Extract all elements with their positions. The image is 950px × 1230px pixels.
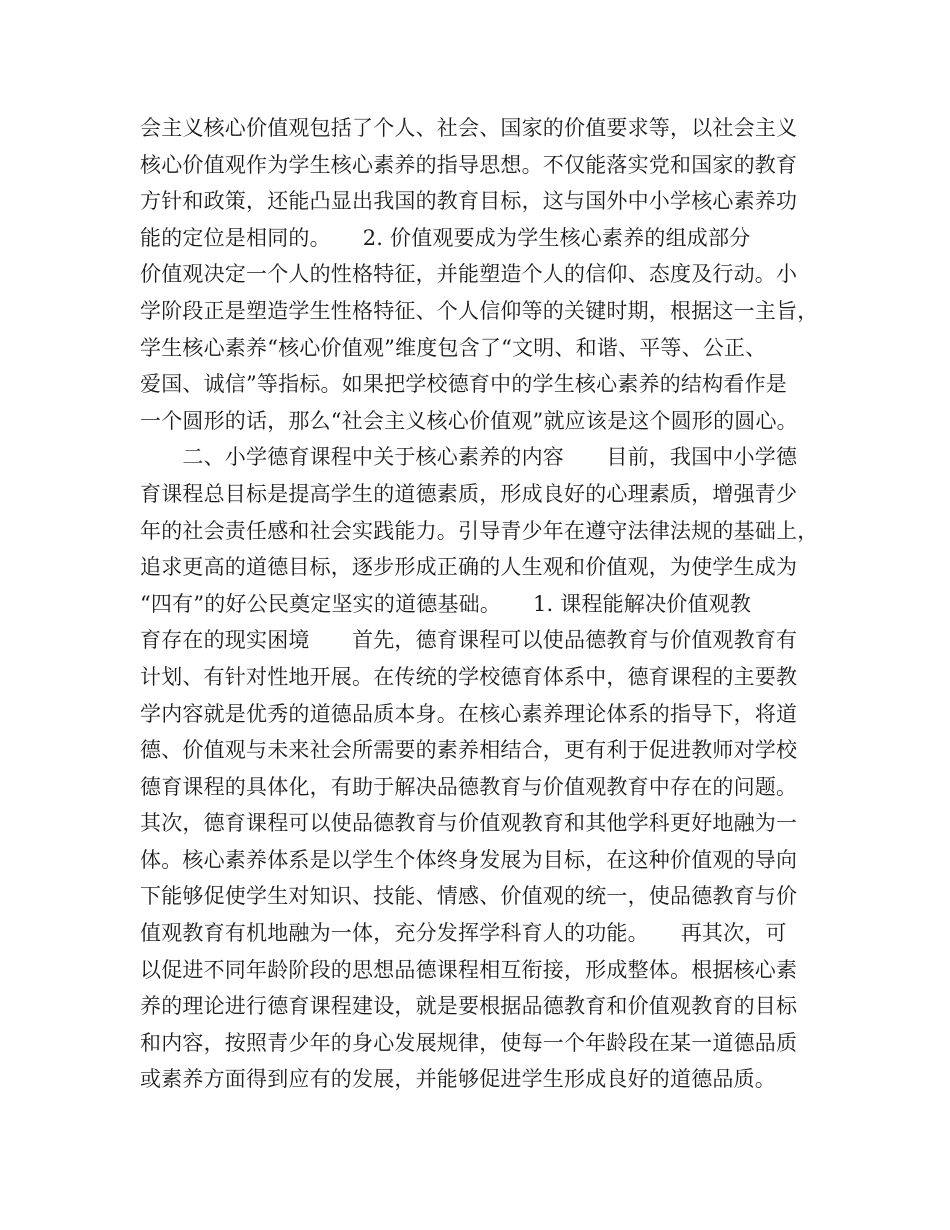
text-line: 以促进不同年龄阶段的思想品德课程相互衔接，形成整体。根据核心素 bbox=[140, 957, 798, 982]
text-line: 年的社会责任感和社会实践能力。引导青少年在遵守法律法规的基础上， bbox=[140, 518, 819, 543]
text-line: 能的定位是相同的。 2. 价值观要成为学生核心素养的组成部分 bbox=[140, 225, 751, 250]
text-line: 计划、有针对性地开展。在传统的学校德育体系中，德育课程的主要教 bbox=[140, 664, 798, 689]
text-line: 值观教育有机地融为一体，充分发挥学科育人的功能。 再其次，可 bbox=[140, 921, 787, 946]
text-line: 体。核心素养体系是以学生个体终身发展为目标，在这种价值观的导向 bbox=[140, 847, 798, 872]
text-line: 和内容，按照青少年的身心发展规律，使每一个年龄段在某一道德品质 bbox=[140, 1030, 798, 1055]
text-line: 德、价值观与未来社会所需要的素养相结合，更有利于促进教师对学校 bbox=[140, 738, 798, 763]
text-line: 其次，德育课程可以使品德教育与价值观教育和其他学科更好地融为一 bbox=[140, 811, 798, 836]
text-line: 方针和政策，还能凸显出我国的教育目标，这与国外中小学核心素养功 bbox=[140, 189, 798, 214]
text-line: 会主义核心价值观包括了个人、社会、国家的价值要求等，以社会主义 bbox=[140, 116, 798, 140]
text-line: 二、小学德育课程中关于核心素养的内容 目前，我国中小学德 bbox=[140, 445, 798, 470]
text-line: 学阶段正是塑造学生性格特征、个人信仰等的关键时期，根据这一主旨， bbox=[140, 298, 819, 323]
text-line: 德育课程的具体化，有助于解决品德教育与价值观教育中存在的问题。 bbox=[140, 774, 798, 799]
text-line: 一个圆形的话，那么“社会主义核心价值观”就应该是这个圆形的圆心。 bbox=[140, 408, 798, 433]
text-line: 追求更高的道德目标，逐步形成正确的人生观和价值观，为使学生成为 bbox=[140, 555, 798, 580]
text-line: 养的理论进行德育课程建设，就是要根据品德教育和价值观教育的目标 bbox=[140, 994, 798, 1019]
text-line: 爱国、诚信”等指标。如果把学校德育中的学生核心素养的结构看作是 bbox=[140, 372, 787, 397]
text-line: 育存在的现实困境 首先，德育课程可以使品德教育与价值观教育有 bbox=[140, 628, 798, 653]
body-text bbox=[140, 110, 840, 1098]
text-line: “四有”的好公民奠定坚实的道德基础。 1. 课程能解决价值观教 bbox=[140, 591, 752, 616]
text-line: 或素养方面得到应有的发展，并能够促进学生形成良好的道德品质。 bbox=[140, 1067, 776, 1092]
text-line: 下能够促使学生对知识、技能、情感、价值观的统一，使品德教育与价 bbox=[140, 884, 798, 909]
text-line: 学内容就是优秀的道德品质本身。在核心素养理论体系的指导下，将道 bbox=[140, 701, 798, 726]
text-line: 学生核心素养“核心价值观”维度包含了“文明、和谐、平等、公正、 bbox=[140, 335, 767, 360]
text-line: 核心价值观作为学生核心素养的指导思想。不仅能落实党和国家的教育 bbox=[140, 152, 798, 177]
text-line: 价值观决定一个人的性格特征，并能塑造个人的信仰、态度及行动。小 bbox=[140, 262, 798, 287]
text-line: 育课程总目标是提高学生的道德素质，形成良好的心理素质，增强青少 bbox=[140, 481, 798, 506]
